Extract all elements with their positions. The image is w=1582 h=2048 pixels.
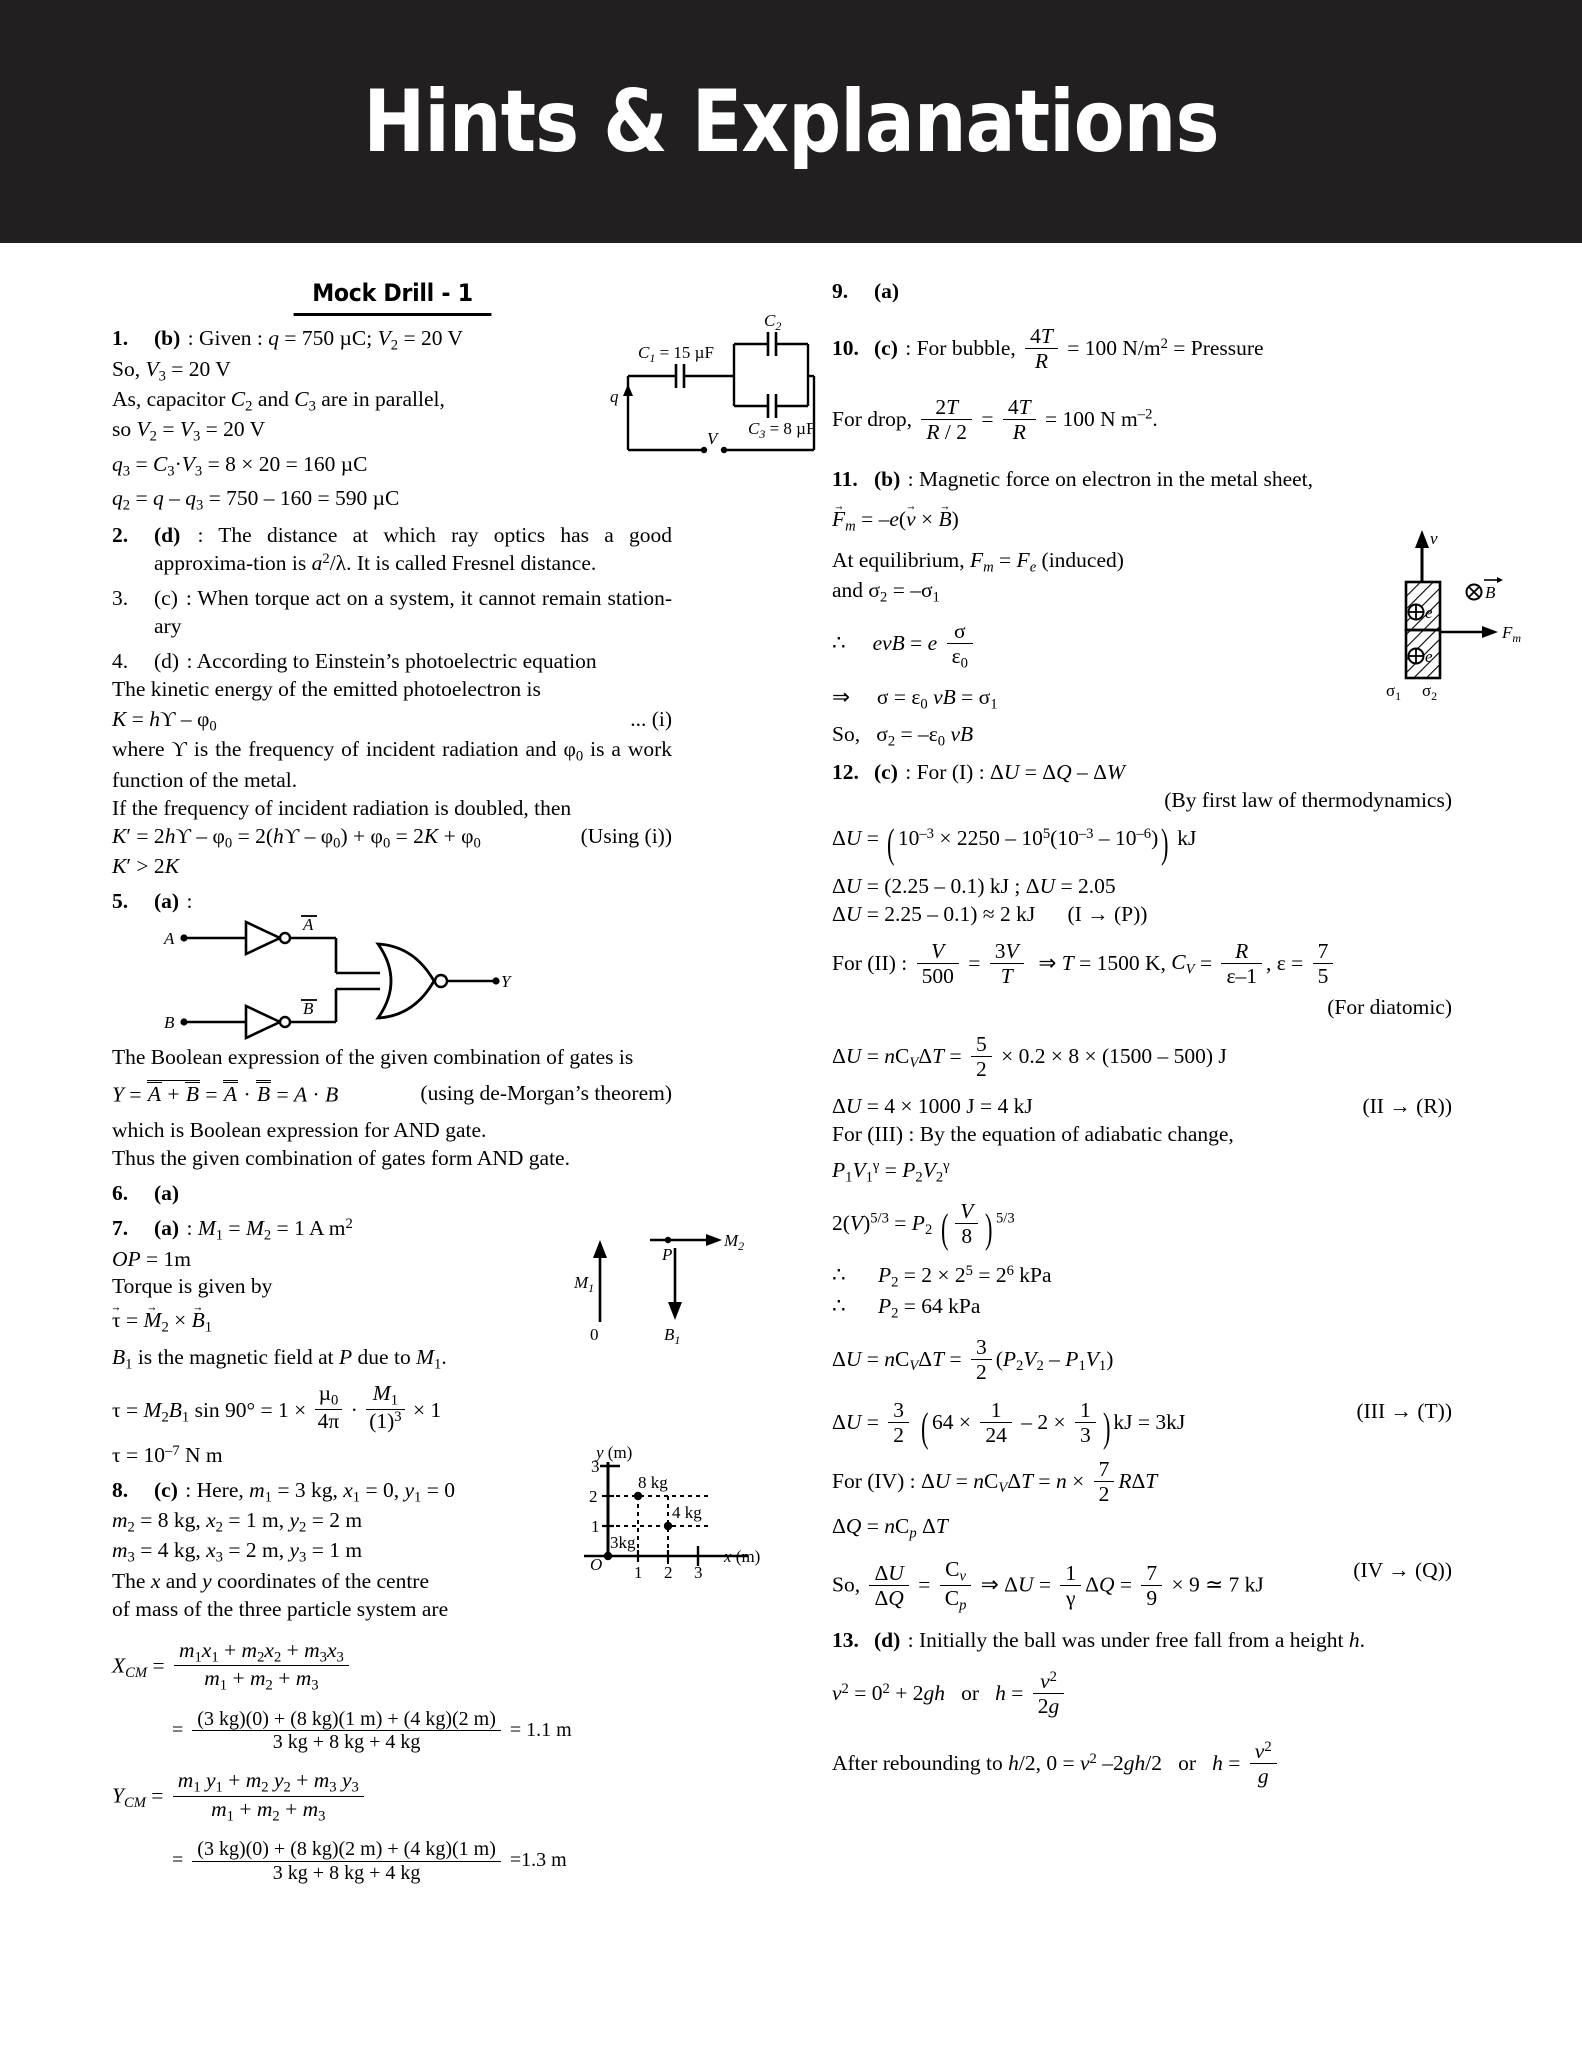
equation-ref: (IV → (Q)) [1353, 1557, 1452, 1582]
solution-colon: : [186, 889, 193, 914]
solution-text: For (III) : By the equation of adiabatic change, [832, 1121, 1234, 1146]
m2-label: $M_2$ [724, 1231, 745, 1253]
mass-point-8kg [634, 1492, 642, 1500]
solution-item-13 [832, 1627, 1452, 1787]
equation: $\tau = M_2B_1$ sin 90° = 1 × $\frac{\mu_0}{4\pi}$ · $\frac{M_1}{(1)^3}$ × 1 [112, 1381, 442, 1434]
equation: ⇒ $\sigma = \varepsilon_0$ vB = $\sigma_1$ [832, 685, 998, 713]
equation-ref: (I → (P)) [1067, 901, 1148, 926]
electron-e-label: e [1425, 603, 1433, 622]
answer-option: (a) [154, 1216, 180, 1241]
equation: ΔU = ( $10^{-3} \times 2250 - 10^5(10^{-3} - 10^{-6})$) kJ [832, 821, 1197, 867]
velocity-v-label: v [1430, 529, 1438, 548]
equation-ref: (For diatomic) [1327, 994, 1452, 1019]
equation-ycm-value: = $\frac{(3 kg)(0) + (8 kg)(2 m) + (4 kg)(1 m)}{3 kg + 8 kg + 4 kg}$ =1.3 m [172, 1838, 567, 1884]
answer-option: (c) [154, 586, 178, 611]
equation-ref: (using de-Morgan’s theorem) [420, 1080, 672, 1105]
mass-point-4kg [664, 1522, 672, 1530]
not-b-label: B [303, 998, 314, 1018]
question-number: 6. [112, 1181, 129, 1206]
c2-label: $C_2$ [764, 311, 782, 333]
solution-item-2 [112, 522, 672, 578]
question-number: 12. [832, 759, 859, 784]
label-4kg: 4 kg [672, 1503, 702, 1522]
solution-text: : The distance at which ray optics has a good approxima-tion is $a^2/\lambda$. It is called Fresnel distance. [154, 523, 672, 576]
solution-text: The x and y coordinates of the centre of mass of the three particle system are [112, 1568, 449, 1621]
answer-option: (a) [154, 889, 180, 914]
equation: OP = 1m [112, 1246, 192, 1271]
gate-output-y-label: Y [501, 971, 511, 991]
solution-text: : Given : q = 750 µC; $V_2 = 20$ V [187, 326, 463, 354]
solution-item-3 [112, 585, 672, 641]
point-p-label: P [662, 1245, 673, 1264]
solution-text: : $M_1 = M_2 = 1$ A $m^2$ [186, 1216, 353, 1244]
page-title: Hints & Explanations [363, 71, 1219, 172]
logic-gate-figure [112, 916, 672, 1044]
equation: After rebounding to h/2, $0 = v^2$ –2gh/2 or h = $\frac{v^2}{g}$ [832, 1739, 1452, 1788]
magnetic-field-b-label: B [1485, 583, 1496, 602]
solution-text: : For (I) : ΔU = ΔQ – ΔW [905, 759, 1125, 784]
x-tick-1: 1 [634, 1563, 643, 1582]
solution-item-4 [112, 648, 672, 881]
question-number: 8. [112, 1477, 129, 1502]
equation: $\Delta Q = nC_p$ ΔT [832, 1513, 948, 1541]
left-column [112, 278, 672, 1884]
b1-label: $B_1$ [664, 1325, 681, 1347]
equation: ΔU = 4 × 1000 J = 4 kJ (II → (R)) [832, 1093, 1452, 1121]
equation-xcm-value: = $\frac{(3 kg)(0) + (8 kg)(1 m) + (4 kg)(2 m)}{3 kg + 8 kg + 4 kg}$ = 1.1 m [172, 1708, 572, 1754]
answer-option: (d) [874, 1628, 901, 1653]
question-number: 9. [832, 279, 849, 303]
magnetic-moment-figure [560, 1230, 745, 1347]
equation: ∴ $P_2 = 2 \times 2^5 = 2^6$ kPa [832, 1263, 1052, 1291]
answer-option: (c) [874, 335, 898, 360]
question-number: 5. [112, 889, 129, 914]
equation: For (II) : $\frac{V}{500}$ = $\frac{3V}{T}$ ⇒ T = 1500 K, $C_V$ = $\frac{R}{\varepsilon-1}$ , ε = $\frac{7}{5}$ [832, 939, 1452, 988]
question-number: 10. [832, 335, 859, 360]
equation: $K' = 2hϒ - \varphi_0 = 2(hϒ - \varphi_0) + \varphi_0 = 2K + \varphi_0$ (Using (i)) [112, 823, 672, 852]
equation: $\tau = 10^{-7}$ N m [112, 1442, 223, 1467]
answer-option: (b) [874, 467, 901, 492]
equation: So, $\sigma_2 = -\varepsilon_0$ vB [832, 721, 974, 749]
equation: Y = A + B = A · B = A · B (using de-Morgan’s theorem) [112, 1080, 672, 1107]
question-number: 13. [832, 1628, 859, 1653]
force-fm-label: $F_m$ [1502, 623, 1522, 645]
equation: ΔU = (2.25 – 0.1) kJ ; ΔU = 2.05 [832, 873, 1116, 898]
gate-input-b-label: B [164, 1012, 175, 1032]
question-number: 3. [112, 586, 129, 611]
equation: $m_3 = 4$ kg, $x_3 = 2$ m, $y_3 = 1$ m [112, 1538, 363, 1566]
sigma1-label: $\sigma_1$ [1386, 681, 1402, 703]
equation: $P_1V_1^\gamma = P_2V_2^\gamma$ [832, 1157, 950, 1186]
solution-text: Torque is given by [112, 1274, 273, 1299]
label-3kg: 3kg [610, 1533, 636, 1552]
page-header-band [0, 0, 1582, 243]
equation: τ → = $M \to_2 \times B \to_1$ [112, 1307, 672, 1337]
answer-option: (c) [154, 1477, 178, 1502]
solution-text: : Here, $m_1 = 3$ kg, $x_1 = 0$, $y_1 = 0$ [185, 1477, 455, 1505]
solution-text: Thus the given combination of gates form AND gate. [112, 1146, 570, 1171]
label-8kg: 8 kg [638, 1473, 668, 1492]
equation: So, $\frac{\Delta U}{\Delta Q}$ = $\frac{C_v}{C_p}$ ⇒ ΔU = $\frac{1}{\gamma}$ ΔQ = $\frac{7}{9}$ × 9 ≃ 7 kJ (IV → (Q)) [832, 1556, 1452, 1614]
equation: For (IV) : $\Delta U = nC_V\Delta T = n$ × $\frac{7}{2}$ RΔT [832, 1457, 1158, 1507]
mass-point-3kg [604, 1552, 612, 1560]
solution-item-10 [832, 324, 1452, 444]
equation-fraction: $\frac{4T}{R}$ [1025, 324, 1058, 373]
equation: $K = hϒ - \varphi_0$ ... (i) [112, 707, 672, 735]
solution-text: $B_1$ is the magnetic field at P due to $M_1$. [112, 1344, 447, 1373]
equation-ref: (II → (R)) [1362, 1093, 1452, 1118]
equation: $m_2 = 8$ kg, $x_2 = 1$ m, $y_2 = 2$ m [112, 1507, 363, 1536]
solution-text: : Magnetic force on electron in the metal sheet, [907, 467, 1314, 492]
equation-ref: (III → (T)) [1356, 1399, 1452, 1424]
solution-item-12 [832, 759, 1452, 1614]
not-a-label: A [303, 914, 314, 934]
metal-sheet-figure [1370, 529, 1560, 703]
answer-option: (c) [874, 759, 898, 784]
solution-text: : Initially the ball was under free fall from a height h. [907, 1628, 1365, 1653]
solution-item-11 [832, 466, 1452, 751]
center-of-mass-graph [576, 1443, 761, 1588]
sigma2-label: $\sigma_2$ [1422, 681, 1438, 703]
equation: ΔU = 2.25 – 0.1) ≈ 2 kJ (I → (P)) [832, 901, 1148, 926]
solution-text: so $V_2 = V_3 = 20$ V [112, 417, 266, 445]
solution-text: If the frequency of incident radiation is doubled, then [112, 795, 572, 820]
question-number: 1. [112, 326, 129, 351]
charge-q-label: q [610, 387, 619, 406]
equation: ∴ evB = e $\frac{\sigma}{\varepsilon_0}$ [832, 619, 1452, 672]
solution-item-9 [832, 278, 1452, 306]
solution-text: $q_2 = q - q_3 = 750 - 160 = 590$ µC [112, 486, 400, 514]
y-axis-label: y (m) [596, 1443, 633, 1462]
equation: For drop, $\frac{2T}{R / 2}$ = $\frac{4T}{R}$ = 100 N $m^{-2}$. [832, 395, 1158, 445]
equation-ref: (By first law of thermodynamics) [1164, 787, 1452, 812]
solution-text: The kinetic energy of the emitted photoelectron is [112, 677, 541, 702]
solution-text: : According to Einstein’s photoelectric equation [186, 649, 597, 674]
question-number: 4. [112, 649, 129, 674]
mock-drill-heading: Mock Drill - 1 [293, 278, 491, 316]
question-number: 7. [112, 1216, 129, 1241]
solution-text: where ϒ is the frequency of incident radiation and $\varphi_0$ is a work function of the metal. [112, 737, 672, 792]
answer-option: (a) [874, 279, 900, 303]
solution-item-1 [112, 325, 672, 515]
solution-text: As, capacitor $C_2$ and $C_3$ are in parallel, [112, 386, 445, 415]
capacitor-circuit-figure [608, 311, 828, 462]
x-tick-2: 2 [664, 1563, 673, 1582]
question-number: 11. [832, 467, 858, 492]
origin-label: 0 [590, 1325, 599, 1344]
equation: $v^2 = 0^2 + 2gh$ or h = $\frac{v^2}{2g}$ [832, 1669, 1452, 1718]
equation-ref: (Using (i)) [580, 823, 672, 848]
solution-text: which is Boolean expression for AND gate. [112, 1118, 487, 1143]
m1-label: $M_1$ [574, 1273, 595, 1295]
origin-label: O [590, 1555, 603, 1574]
solution-text: = 100 $N/m^2$ = Pressure [1067, 335, 1264, 360]
equation: $\Delta U = nC_V\Delta T$ = $\frac{3}{2}$ $(P_2V_2 - P_1V_1)$ [832, 1335, 1114, 1385]
equation: $F \to_m = -e(v$ → × B →) [832, 506, 1452, 536]
equation-ref: ... (i) [630, 707, 672, 732]
y-tick-1: 1 [591, 1517, 600, 1536]
answer-option: (d) [154, 649, 180, 674]
solution-text: $q_3 = C_3\cdot V_3 = 8 \times 20 = 160$ µC [112, 451, 368, 480]
x-tick-3: 3 [694, 1563, 703, 1582]
gate-input-a-label: A [164, 928, 175, 948]
right-column [832, 278, 1452, 1788]
answer-option: (b) [154, 326, 181, 351]
solution-text: : When torque act on a system, it cannot remain station-ary [154, 586, 673, 639]
equation-ycm: $Y_{CM}$ = $\frac{m_1 y_1 + m_2 y_2 + m_3 y_3}{m_1 + m_2 + m_3}$ [112, 1768, 672, 1825]
y-tick-3: 3 [591, 1457, 600, 1476]
x-axis-label: x (m) [724, 1547, 761, 1566]
question-number: 2. [112, 523, 129, 548]
equation: ΔU = $\frac{3}{2}$ ( 64 × $\frac{1}{24}$ – 2 × $\frac{1}{3}$ ) kJ = 3kJ (III → (T)) [832, 1398, 1452, 1451]
voltage-v-label: V [707, 429, 718, 448]
solution-text: : For bubble, [905, 335, 1016, 360]
solution-item-6 [112, 1180, 672, 1208]
equation: ∴ $P_2 = 64$ kPa [832, 1293, 981, 1322]
equation: $2(V)^{5/3} = P_2$ ( $\frac{V}{8}$ ) $^{5/3}$ [832, 1199, 1015, 1252]
electron-e-label: e [1425, 647, 1433, 666]
solution-text: At equilibrium, $F_m = F_e$ (induced) [832, 547, 1124, 575]
answer-option: (a) [154, 1181, 180, 1206]
c3-label: $C_3 = 8$ µF [748, 419, 816, 441]
solution-text: The Boolean expression of the given combination of gates is [112, 1044, 634, 1069]
solution-item-5 [112, 888, 672, 1173]
solution-text: So, $V_3 = 20$ V [112, 356, 231, 384]
y-tick-2: 2 [589, 1487, 598, 1506]
c1-label: $C_1 = 15$ µF [638, 343, 714, 365]
equation: $\Delta U = nC_V\Delta T$ = $\frac{5}{2}$ × 0.2 × 8 × (1500 – 500) J [832, 1031, 1227, 1081]
equation: K′ > 2K [112, 854, 180, 879]
equation: and $\sigma_2 = -\sigma_1$ [832, 577, 940, 606]
answer-option: (d) [154, 523, 181, 548]
equation-xcm: $X_{CM}$ = $\frac{m_1x_1 + m_2x_2 + m_3x_3}{m_1 + m_2 + m_3}$ [112, 1638, 672, 1695]
